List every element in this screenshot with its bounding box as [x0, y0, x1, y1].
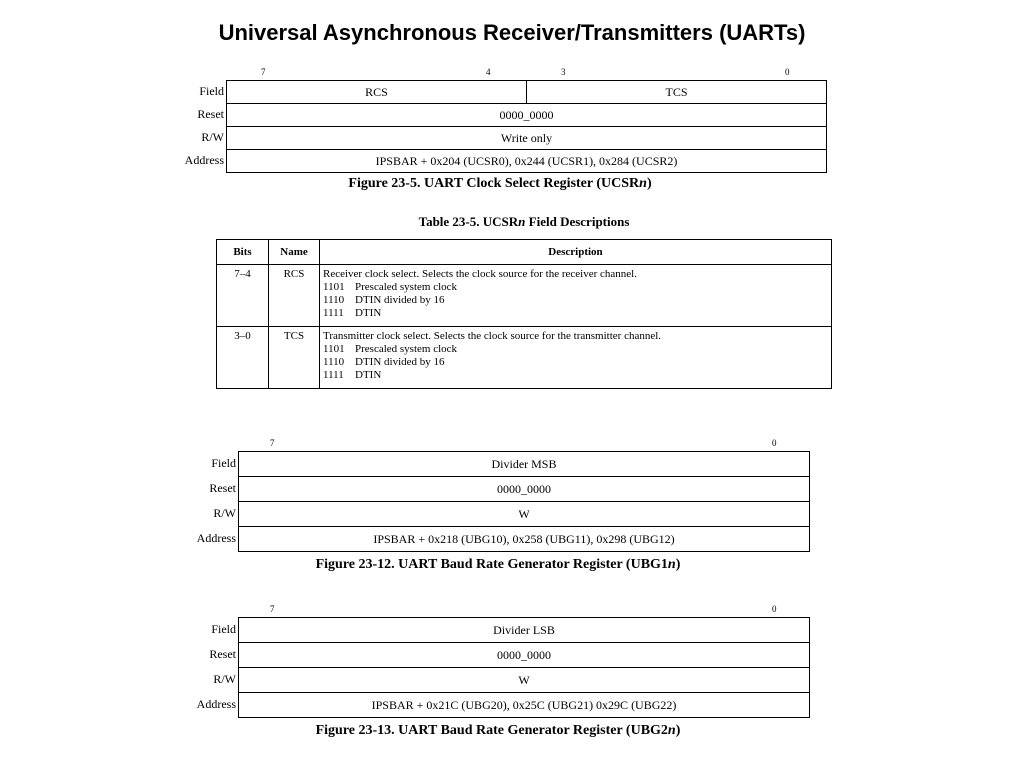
bit-number: 7 [270, 438, 275, 448]
row-label-address: Address [196, 697, 236, 711]
bit-number: 4 [486, 67, 491, 77]
name-cell: RCS [269, 265, 320, 327]
option-line: 1110 DTIN divided by 16 [323, 294, 445, 306]
table-row [217, 327, 832, 389]
reset-value: 0000_0000 [238, 642, 810, 668]
row-label-field: Field [211, 622, 236, 636]
bit-number: 7 [270, 604, 275, 614]
bit-number: 3 [561, 67, 566, 77]
column-header: Bits [217, 240, 269, 265]
row-label-address: Address [196, 531, 236, 545]
table-title: Table 23-5. UCSRn Field Descriptions [418, 214, 630, 229]
row-label-rw: R/W [201, 130, 224, 144]
description-cell [320, 265, 832, 327]
address-value: IPSBAR + 0x204 (UCSR0), 0x244 (UCSR1), 0x284 (UCSR2) [226, 149, 827, 173]
field-divider-lsb: Divider LSB [238, 617, 810, 643]
bits-cell: 3–0 [217, 327, 269, 389]
address-value: IPSBAR + 0x218 (UBG10), 0x258 (UBG11), 0x298 (UBG12) [238, 526, 810, 552]
row-label-address: Address [184, 153, 224, 167]
option-line: 1101 Prescaled system clock [323, 281, 458, 293]
reset-value: 0000_0000 [238, 476, 810, 502]
bits-cell: 7–4 [217, 265, 269, 327]
field-tcs: TCS [526, 80, 827, 104]
bit-number: 0 [772, 604, 777, 614]
column-header: Description [320, 240, 832, 265]
row-label-rw: R/W [213, 672, 236, 686]
row-label-reset: Reset [197, 107, 224, 121]
option-line: 1101 Prescaled system clock [323, 343, 458, 355]
option-line: 1111 DTIN [323, 369, 382, 381]
column-header: Name [269, 240, 320, 265]
field-descriptions-table [216, 239, 832, 389]
figure-caption: Figure 23-5. UART Clock Select Register (UCSRn) [348, 176, 652, 191]
rw-value: W [238, 501, 810, 527]
reset-value: 0000_0000 [226, 103, 827, 127]
description-intro: Receiver clock select. Selects the clock source for the receiver channel. [323, 268, 637, 280]
rw-value: Write only [226, 126, 827, 150]
table-header-row [217, 240, 832, 265]
bit-number: 0 [772, 438, 777, 448]
description-intro: Transmitter clock select. Selects the clock source for the transmitter channel. [323, 330, 662, 342]
table-row [217, 265, 832, 327]
row-label-reset: Reset [209, 647, 236, 661]
field-rcs: RCS [226, 80, 527, 104]
option-line: 1110 DTIN divided by 16 [323, 356, 445, 368]
row-label-field: Field [211, 456, 236, 470]
option-line: 1111 DTIN [323, 307, 382, 319]
row-label-rw: R/W [213, 506, 236, 520]
figure-caption: Figure 23-13. UART Baud Rate Generator Register (UBG2n) [315, 723, 681, 738]
bit-number: 0 [785, 67, 790, 77]
description-cell [320, 327, 832, 389]
name-cell: TCS [269, 327, 320, 389]
bit-number: 7 [261, 67, 266, 77]
field-divider-msb: Divider MSB [238, 451, 810, 477]
address-value: IPSBAR + 0x21C (UBG20), 0x25C (UBG21) 0x29C (UBG22) [238, 692, 810, 718]
rw-value: W [238, 667, 810, 693]
row-label-reset: Reset [209, 481, 236, 495]
row-label-field: Field [199, 84, 224, 98]
figure-caption: Figure 23-12. UART Baud Rate Generator Register (UBG1n) [315, 557, 681, 572]
page-title: Universal Asynchronous Receiver/Transmitters (UARTs) [218, 20, 806, 45]
